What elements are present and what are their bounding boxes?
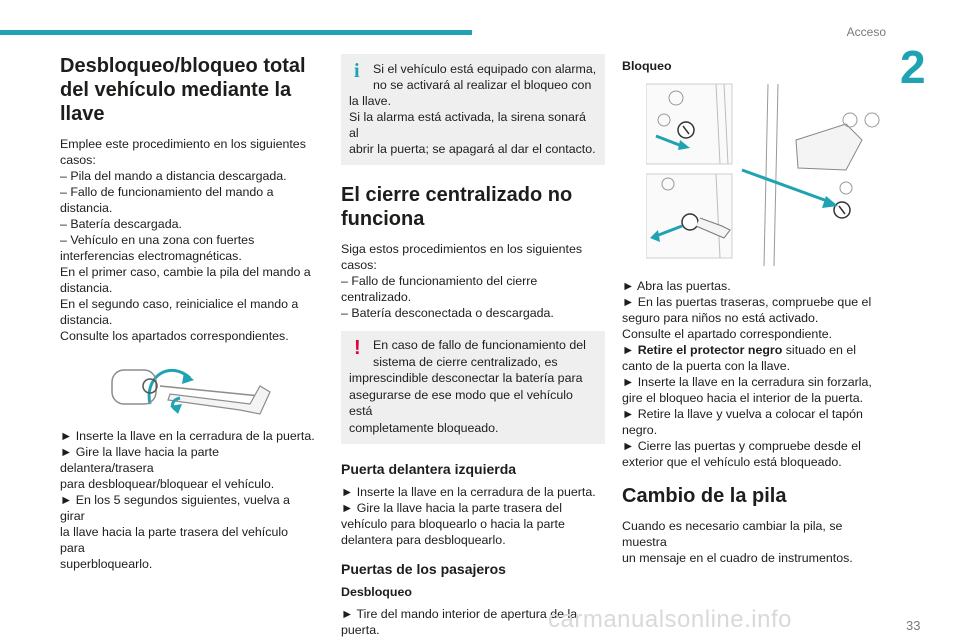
column-1 xyxy=(60,54,316,572)
step-line: superbloquearlo. xyxy=(60,557,153,571)
step-line: ► Inserte la llave en la cerradura sin forzarla, xyxy=(622,375,872,389)
battery-text xyxy=(622,518,884,566)
text-line: En el primer caso, cambie la pila del mando a xyxy=(60,265,311,279)
text-line: interferencias electromagnéticas. xyxy=(60,249,242,263)
note-line: la llave. xyxy=(349,94,392,108)
warning-icon: ! xyxy=(354,337,361,359)
heading-unlock: Desbloqueo xyxy=(341,585,412,599)
bold-instruction: ► Retire el protector negro xyxy=(622,343,783,357)
heading-central-locking: El cierre centralizado no funciona xyxy=(341,184,573,230)
text-line: En el segundo caso, reinicialice el mando a xyxy=(60,297,299,311)
step-line: exterior que el vehículo está bloqueado. xyxy=(622,455,842,469)
heading-lock: Bloqueo xyxy=(622,59,672,73)
chapter-number: 2 xyxy=(900,41,926,93)
column-3 xyxy=(622,54,884,566)
text-line: casos: xyxy=(60,153,96,167)
central-locking-intro xyxy=(341,241,605,321)
step-line: ► Abra las puertas. xyxy=(622,279,731,293)
step-line: Consulte el apartado correspondiente. xyxy=(622,327,833,341)
note-line: completamente bloqueado. xyxy=(349,420,499,435)
info-icon: i xyxy=(354,60,360,82)
step-line: ► Cierre las puertas y compruebe desde el xyxy=(622,439,861,453)
note-line: abrir la puerta; se apagará al dar el contacto. xyxy=(349,142,596,156)
step-line: ► En las puertas traseras, compruebe que el xyxy=(622,295,872,309)
child-lock-illustration xyxy=(646,80,882,268)
key-in-lock-illustration xyxy=(110,356,280,418)
note-line: Si el vehículo está equipado con alarma, xyxy=(373,62,597,76)
text-line: – Batería desconectada o descargada. xyxy=(341,306,554,320)
note-line: no se activará al realizar el bloqueo con xyxy=(373,78,592,92)
heading-front-left-door: Puerta delantera izquierda xyxy=(341,461,517,477)
note-line: sistema de cierre centralizado, es xyxy=(373,354,558,369)
watermark: carmanualsonline.info xyxy=(548,606,792,633)
info-note xyxy=(341,54,605,165)
text-line: – Fallo de funcionamiento del mando a xyxy=(60,185,274,199)
step-line: seguro para niños no está activado. xyxy=(622,311,819,325)
text-line: centralizado. xyxy=(341,290,412,304)
note-line: asegurarse de ese modo que el vehículo está xyxy=(349,387,573,418)
text-line: Consulte los apartados correspondientes. xyxy=(60,329,289,343)
front-left-steps xyxy=(341,484,605,548)
section-label: Acceso xyxy=(846,25,886,39)
step-line: canto de la puerta con la llave. xyxy=(622,359,791,373)
text-line: distancia. xyxy=(60,281,113,295)
step-line: vehículo para bloquearlo o hacia la parte xyxy=(341,517,565,531)
step-line: gire el bloqueo hacia el interior de la puerta. xyxy=(622,391,864,405)
heading-key-lock: Desbloqueo/bloqueo total del vehículo mediante la llave xyxy=(60,55,306,125)
text-line: Emplee este procedimiento en los siguientes xyxy=(60,137,306,151)
step-line: puerta. xyxy=(341,623,380,637)
column-2 xyxy=(341,54,605,638)
step-line xyxy=(622,342,884,358)
text-line: – Fallo de funcionamiento del cierre xyxy=(341,274,538,288)
note-line: imprescindible desconectar la batería para xyxy=(349,371,583,385)
key-lock-intro xyxy=(60,136,316,344)
step-line: delantera para desbloquearlo. xyxy=(341,533,506,547)
step-line: ► Gire la llave hacia la parte trasera del xyxy=(341,501,562,515)
text-line: – Batería descargada. xyxy=(60,217,182,231)
note-line: Si la alarma está activada, la sirena sonará al xyxy=(349,110,586,140)
text-line: distancia. xyxy=(60,313,113,327)
page-number: 33 xyxy=(906,618,921,633)
heading-battery-change: Cambio de la pila xyxy=(622,485,787,507)
step-line: ► Retire la llave y vuelva a colocar el tapón xyxy=(622,407,863,421)
step-line: negro. xyxy=(622,423,658,437)
step-line: ► En los 5 segundos siguientes, vuelva a girar xyxy=(60,493,290,523)
text-line: Cuando es necesario cambiar la pila, se muestra xyxy=(622,519,843,549)
instruction-rest: situado en el xyxy=(782,343,857,357)
key-lock-steps xyxy=(60,428,316,572)
text-line: Siga estos procedimientos en los siguientes xyxy=(341,242,583,256)
text-line: casos: xyxy=(341,258,377,272)
note-line: En caso de fallo de funcionamiento del xyxy=(373,338,586,352)
step-line: ► Tire del mando interior de apertura de la xyxy=(341,607,578,621)
text-line: – Vehículo en una zona con fuertes xyxy=(60,233,255,247)
step-line: ► Inserte la llave en la cerradura de la puerta. xyxy=(341,485,596,499)
step-line: ► Gire la llave hacia la parte delantera/trasera xyxy=(60,445,219,475)
step-line: ► Inserte la llave en la cerradura de la puerta. xyxy=(60,429,315,443)
text-line: un mensaje en el cuadro de instrumentos. xyxy=(622,551,853,565)
warning-note xyxy=(341,331,605,444)
text-line: distancia. xyxy=(60,201,113,215)
text-line: – Pila del mando a distancia descargada. xyxy=(60,169,287,183)
step-line: la llave hacia la parte trasera del vehículo para xyxy=(60,525,288,555)
step-line: para desbloquear/bloquear el vehículo. xyxy=(60,477,275,491)
lock-steps xyxy=(622,278,884,470)
top-accent-bar xyxy=(0,30,472,35)
heading-passenger-doors: Puertas de los pasajeros xyxy=(341,561,506,577)
